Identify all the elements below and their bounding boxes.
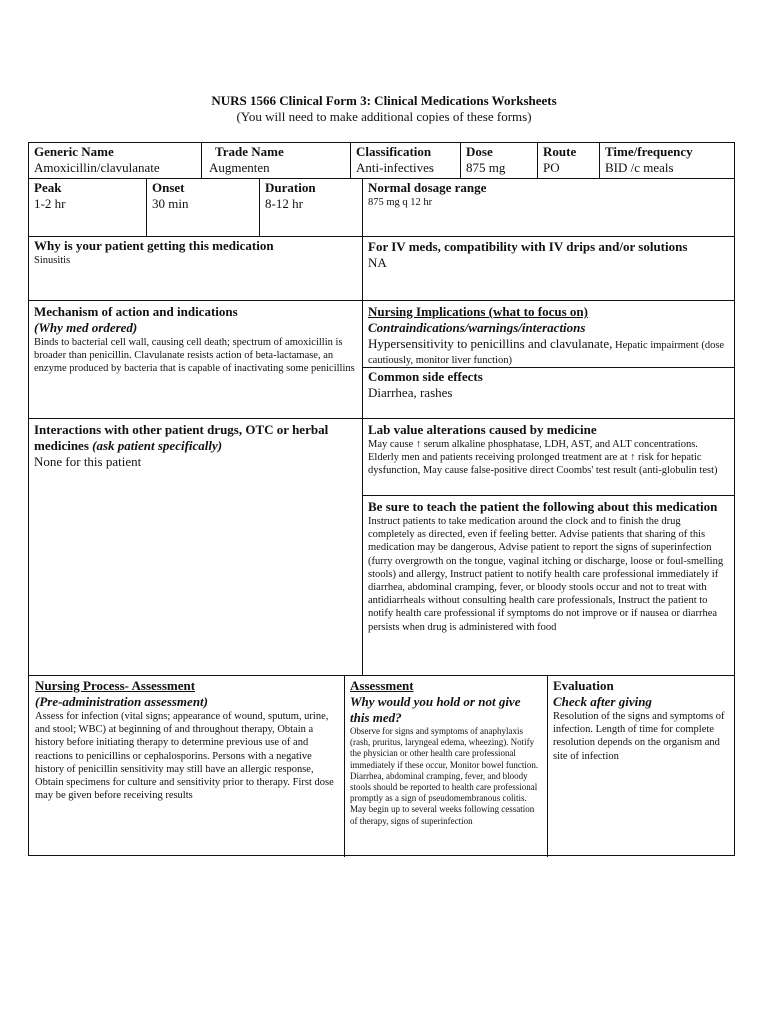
nursing-implications-cell [362,300,734,367]
time-frequency-label: Time/frequency [605,144,693,159]
side-effects-cell [362,367,734,418]
reason-cell [29,236,362,300]
dose-value: 875 mg [466,160,506,175]
reason-value: Sinusitis [34,255,71,266]
teaching-label: Be sure to teach the patient the following about this medication [368,499,718,514]
iv-compatibility-cell [362,236,734,300]
side-effects-label: Common side effects [368,369,483,384]
trade-name-label: Trade Name [215,144,284,159]
normal-dosage-range-value: 875 mg q 12 hr [368,197,433,208]
duration-value: 8-12 hr [265,196,303,211]
peak-cell [29,178,146,236]
normal-dosage-range-label: Normal dosage range [368,180,487,195]
evaluation-text: Resolution of the signs and symptoms of infection. Length of time for complete resolution depends on the organism and site of infection [553,711,725,762]
teaching-text: Instruct patients to take medication around the clock and to finish the drug completely as directed, even if feeling better. Advise patients that sharing of this medication may be dangerous, Advise patient to report the signs of superinfection (furry overgrowth on the tongue, vaginal itching or discharge, loose or foul-smelling stools) and allergy, Instruct patient to notify health care professional immediately if diarrhea, abdominal cramping, fever, or bloody stools occur and not to treat with antidiarrheals without consulting health care professionals, Instruct the patient to notify health care professional if symptoms do not improve or if nausea or diarrhea persists when drug is administered with food [368,516,724,633]
evaluation-sublabel: Check after giving [553,694,652,709]
lab-values-text: May cause ↑ serum alkaline phosphatase, LDH, AST, and ALT concentrations. Elderly men and patients receiving prolonged treatment are at ↑ risk for hepatic dysfunction, May cause false-positive direct Coombs' test result (anti-globulin test) [368,439,718,477]
nursing-implications-label: Nursing Implications (what to focus on) [368,304,588,319]
route-label: Route [543,144,577,159]
dose-cell [460,143,539,178]
nursing-process-sublabel: (Pre-administration assessment) [35,694,208,709]
classification-value: Anti-infectives [356,160,434,175]
assessment-label: Assessment [350,678,414,693]
contraindications-main: Hypersensitivity to penicillins and clavulanate, [368,336,613,351]
peak-value: 1-2 hr [34,196,66,211]
interactions-label-italic: (ask patient specifically) [92,438,223,453]
interactions-label-text: Interactions with other patient drugs, OTC or herbal medicines [34,422,329,453]
normal-dosage-range-cell [362,178,734,236]
iv-compatibility-label: For IV meds, compatibility with IV drips and/or solutions [368,239,688,254]
evaluation-cell [547,675,734,857]
generic-name-label: Generic Name [34,144,114,159]
route-value: PO [543,160,560,175]
time-frequency-cell [599,143,734,178]
medication-worksheet-form [28,142,735,856]
lab-values-cell [362,418,734,495]
page-subtitle: (You will need to make additional copies of these forms) [236,109,532,124]
interactions-value: None for this patient [34,454,142,469]
contraindications-small: Hepatic impairment (dose cautiously, monitor liver function) [368,340,725,367]
onset-label: Onset [152,180,185,195]
mechanism-cell [29,300,362,418]
evaluation-label: Evaluation [553,678,614,693]
time-frequency-value: BID /c meals [605,160,674,175]
mechanism-label: Mechanism of action and indications [34,304,238,319]
reason-label: Why is your patient getting this medication [34,238,274,253]
interactions-cell [29,418,362,675]
assessment-cell [344,675,547,857]
assessment-sublabel: Why would you hold or not give this med? [350,694,521,725]
mechanism-sublabel: (Why med ordered) [34,320,138,335]
nursing-process-label: Nursing Process- Assessment [35,678,196,693]
mechanism-text: Binds to bacterial cell wall, causing cell death; spectrum of amoxicillin is broader than penicillin. Clavulanate resists action of beta-lactamase, an enzyme produced by bacteria that is capable of inactivating some penicillins [34,337,355,375]
teaching-cell [362,495,734,675]
classification-cell [350,143,460,178]
route-cell [537,143,601,178]
generic-name-cell [29,143,201,178]
assessment-text: Observe for signs and symptoms of anaphylaxis (rash, pruritus, laryngeal edema, wheezing). Notify the physician or other health care professional immediately if these occur, Monitor bowel function. Diarrhea, abdominal cramping, fever, and bloody stools should be reported to health care professional promptly as a sign of pseudomembranous colitis. May begin up to several weeks following cessation of therapy, signs of superinfection [350,726,539,826]
dose-label: Dose [466,144,493,159]
iv-compatibility-value: NA [368,255,387,270]
classification-label: Classification [356,144,432,159]
side-effects-value: Diarrhea, rashes [368,385,453,400]
nursing-process-text: Assess for infection (vital signs; appearance of wound, sputum, urine, and stool; WBC) at beginning of and throughout therapy, Obtain a history before initiating therapy to determine previous use of and reactions to penicillins or cephalosporins. Persons with a negative history of penicillin sensitivity may still have an allergic response, Obtain specimens for culture and sensitivity prior to therapy. First dose may be given before receiving results [35,711,334,802]
peak-label: Peak [34,180,62,195]
duration-label: Duration [265,180,316,195]
lab-values-label: Lab value alterations caused by medicine [368,422,597,437]
onset-cell [146,178,259,236]
trade-name-value: Augmenten [209,160,270,175]
interactions-label [34,422,357,454]
duration-cell [259,178,362,236]
nursing-process-cell [29,675,344,857]
page-title: NURS 1566 Clinical Form 3: Clinical Medications Worksheets [211,93,557,108]
onset-value: 30 min [152,196,189,211]
contraindications-label: Contraindications/warnings/interactions [368,320,586,335]
contraindications-text [368,336,729,367]
generic-name-value: Amoxicillin/clavulanate [34,160,160,175]
